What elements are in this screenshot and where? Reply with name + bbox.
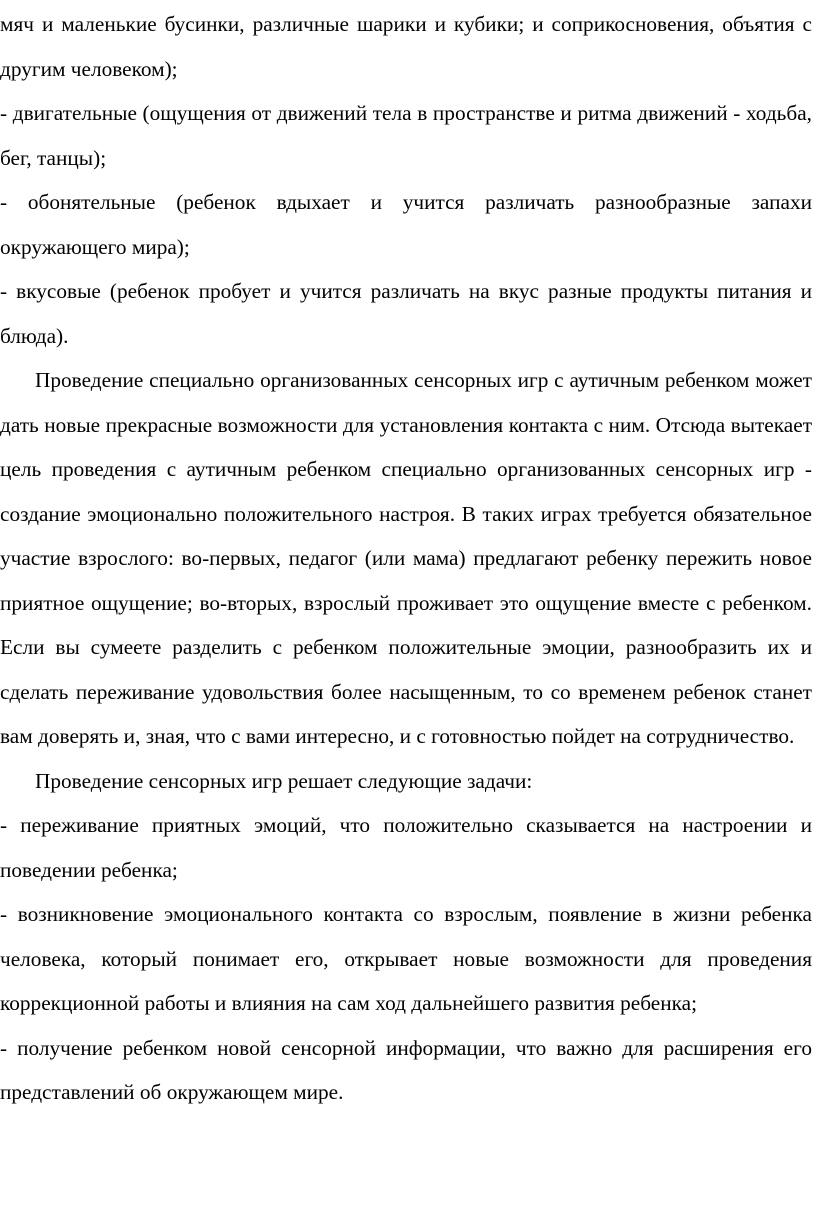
paragraph-2: - двигательные (ощущения от движений тела в пространстве и ритма движений - ходьба, бег, танцы); — [0, 101, 812, 170]
paragraph-5: Проведение специально организованных сенсорных игр с аутичным ребенком может дать новые прекрасные возможности для установления контакта с ним. Отсюда вытекает цель проведения с аутичным ребенком специально организованных сенсорных игр - создание эмоционально положительного настроя. В таких играх требуется обязательное участие взрослого: во-первых, педагог (или мама) предлагают ребенку пережить новое приятное ощущение; во-вторых, взрослый проживает это ощущение вместе с ребенком. Если вы сумеете разделить с ребенком положительные эмоции, разнообразить их и сделать переживание удовольствия более насыщенным, то со временем ребенок станет вам доверять и, зная, что с вами интересно, и с готовностью пойдет на сотрудничество. — [0, 368, 812, 748]
paragraph-3: - обонятельные (ребенок вдыхает и учится различать разнообразные запахи окружающего мира); — [0, 190, 812, 259]
paragraph-6: Проведение сенсорных игр решает следующие задачи: — [35, 768, 533, 793]
paragraph-1: мяч и маленькие бусинки, различные шарики и кубики; и соприкосновения, объятия с другим человеком); — [0, 12, 812, 81]
paragraph-7: - переживание приятных эмоций, что положительно сказывается на настроении и поведении ребенка; — [0, 813, 812, 882]
paragraph-8: - возникновение эмоционального контакта со взрослым, появление в жизни ребенка человека, который понимает его, открывает новые возможности для проведения коррекционной работы и влияния на сам ход дальнейшего развития ребенка; — [0, 902, 812, 1015]
paragraph-4: - вкусовые (ребенок пробует и учится различать на вкус разные продукты питания и блюда). — [0, 279, 812, 348]
paragraph-9: - получение ребенком новой сенсорной информации, что важно для расширения его представлений об окружающем мире. — [0, 1035, 812, 1104]
